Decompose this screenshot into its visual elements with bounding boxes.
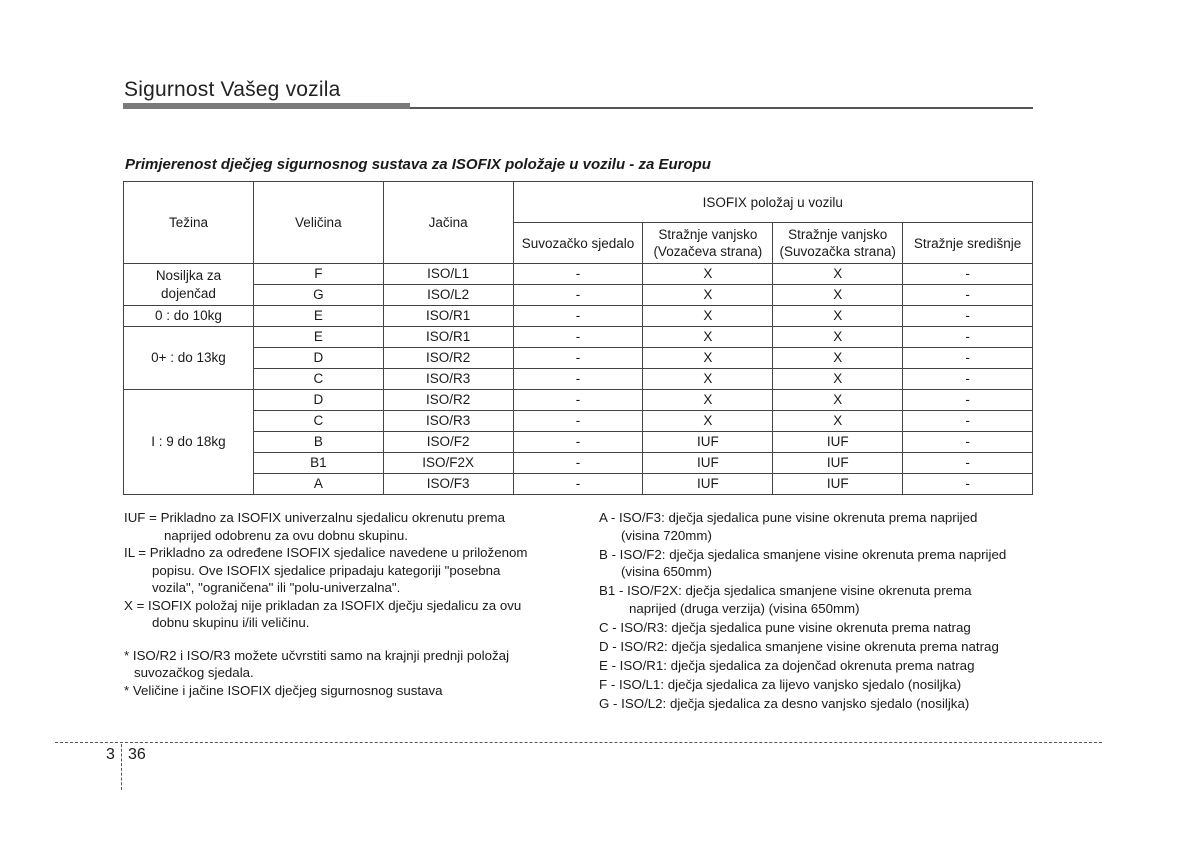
note-text: IUF = Prikladno za ISOFIX univerzalnu sjedalicu okrenutu prema	[124, 510, 505, 525]
legend-text: B - ISO/F2: dječja sjedalica smanjene visine okrenuta prema naprijed	[599, 546, 1007, 562]
table-row	[124, 327, 1033, 348]
suitability-cell: -	[513, 306, 643, 327]
header-size: Veličina	[253, 182, 383, 264]
legend-text: D - ISO/R2: dječja sjedalica smanjene visine okrenuta prema natrag	[599, 638, 999, 654]
size-cell: A	[253, 474, 383, 495]
fixture-cell: ISO/F2	[383, 432, 513, 453]
legend-text: (visina 720mm)	[621, 527, 712, 543]
legend-item	[599, 582, 1039, 617]
legend-item	[599, 509, 1039, 544]
suitability-cell: IUF	[773, 432, 903, 453]
legend-text: naprijed (druga verzija) (visina 650mm)	[629, 600, 860, 616]
suitability-cell: -	[903, 327, 1033, 348]
note-text: * Veličine i jačine ISOFIX dječjeg sigurnosnog sustava	[124, 682, 443, 698]
table-row	[124, 348, 1033, 369]
size-cell: E	[253, 327, 383, 348]
table-row	[124, 432, 1033, 453]
suitability-cell: IUF	[643, 474, 773, 495]
page-title: Sigurnost Vašeg vozila	[124, 78, 341, 101]
suitability-cell: -	[513, 474, 643, 495]
size-cell: C	[253, 411, 383, 432]
suitability-cell: X	[643, 411, 773, 432]
table-row	[124, 411, 1033, 432]
size-cell: E	[253, 306, 383, 327]
suitability-cell: X	[773, 327, 903, 348]
table-body	[124, 264, 1033, 495]
suitability-cell: -	[513, 369, 643, 390]
weight-group-cell: 0+ : do 13kg	[124, 327, 254, 390]
suitability-cell: X	[773, 390, 903, 411]
legend-item	[599, 676, 1039, 694]
suitability-cell: -	[513, 348, 643, 369]
legend-item	[599, 657, 1039, 675]
fixture-cell: ISO/L2	[383, 285, 513, 306]
footer-rule	[55, 742, 1102, 743]
suitability-cell: X	[643, 390, 773, 411]
footer-divider	[121, 744, 122, 790]
legend-text: F - ISO/L1: dječja sjedalica za lijevo vanjsko sjedalo (nosiljka)	[599, 676, 962, 692]
header-accent-bar	[123, 103, 410, 109]
suitability-cell: X	[773, 264, 903, 285]
weight-group-cell: 0 : do 10kg	[124, 306, 254, 327]
suitability-cell: X	[773, 348, 903, 369]
note-text: IL = Prikladno za određene ISOFIX sjedalice navedene u priloženom	[124, 545, 528, 560]
note-text: naprijed odobrenu za ovu dobnu skupinu.	[164, 527, 408, 543]
note-iuf	[124, 509, 569, 544]
header-rear-center: Stražnje središnje	[903, 223, 1033, 264]
table-row	[124, 306, 1033, 327]
header-fixture: Jačina	[383, 182, 513, 264]
size-cell: C	[253, 369, 383, 390]
header-passenger-seat: Suvozačko sjedalo	[513, 223, 643, 264]
note-star-2	[124, 682, 569, 700]
size-legend	[599, 509, 1039, 714]
suitability-cell: -	[903, 390, 1033, 411]
suitability-cell: X	[643, 285, 773, 306]
table-row	[124, 264, 1033, 285]
section-title: Primjerenost dječjeg sigurnosnog sustava za ISOFIX položaje u vozilu - za Europu	[125, 156, 711, 173]
fixture-cell: ISO/L1	[383, 264, 513, 285]
suitability-cell: -	[903, 474, 1033, 495]
size-cell: D	[253, 390, 383, 411]
header-rear-outer-driver: Stražnje vanjsko (Vozačeva strana)	[643, 223, 773, 264]
note-x	[124, 597, 569, 632]
suitability-cell: X	[773, 369, 903, 390]
header-rear-outer-passenger: Stražnje vanjsko (Suvozačka strana)	[773, 223, 903, 264]
fixture-cell: ISO/R2	[383, 390, 513, 411]
table-row	[124, 390, 1033, 411]
suitability-cell: X	[643, 327, 773, 348]
suitability-cell: -	[513, 411, 643, 432]
legend-text: G - ISO/L2: dječja sjedalica za desno vanjsko sjedalo (nosiljka)	[599, 695, 970, 711]
legend-item	[599, 619, 1039, 637]
size-cell: G	[253, 285, 383, 306]
legend-item	[599, 546, 1039, 581]
suitability-cell: -	[513, 432, 643, 453]
suitability-cell: -	[903, 348, 1033, 369]
fixture-cell: ISO/F3	[383, 474, 513, 495]
notes-abbreviations	[124, 509, 569, 699]
table-row	[124, 474, 1033, 495]
fixture-cell: ISO/R3	[383, 411, 513, 432]
suitability-cell: -	[513, 327, 643, 348]
page-number: 36	[128, 746, 146, 763]
suitability-cell: X	[643, 348, 773, 369]
weight-group-cell: Nosiljka za dojenčad	[124, 264, 254, 306]
suitability-cell: -	[903, 285, 1033, 306]
legend-text: A - ISO/F3: dječja sjedalica pune visine okrenuta prema naprijed	[599, 510, 978, 525]
suitability-cell: IUF	[773, 474, 903, 495]
chapter-number: 3	[106, 746, 115, 763]
suitability-cell: -	[903, 453, 1033, 474]
fixture-cell: ISO/R3	[383, 369, 513, 390]
suitability-cell: -	[513, 453, 643, 474]
fixture-cell: ISO/F2X	[383, 453, 513, 474]
suitability-cell: X	[643, 306, 773, 327]
table-row	[124, 369, 1033, 390]
suitability-cell: -	[513, 285, 643, 306]
note-text: X = ISOFIX položaj nije prikladan za ISOFIX dječju sjedalicu za ovu	[124, 597, 522, 613]
isofix-table	[123, 181, 1033, 495]
note-il	[124, 544, 569, 597]
suitability-cell: IUF	[643, 453, 773, 474]
suitability-cell: IUF	[643, 432, 773, 453]
legend-text: C - ISO/R3: dječja sjedalica pune visine okrenuta prema natrag	[599, 619, 971, 635]
size-cell: D	[253, 348, 383, 369]
note-star-1	[124, 647, 569, 682]
note-text: * ISO/R2 i ISO/R3 možete učvrstiti samo na krajnji prednji položaj	[124, 647, 510, 663]
suitability-cell: X	[773, 306, 903, 327]
weight-group-cell: I : 9 do 18kg	[124, 390, 254, 495]
suitability-cell: -	[903, 264, 1033, 285]
note-text: dobnu skupinu i/ili veličinu.	[152, 615, 310, 630]
header-weight: Težina	[124, 182, 254, 264]
legend-item	[599, 695, 1039, 713]
note-text: vozila", "ograničena" ili "polu-univerzalna".	[152, 580, 401, 595]
size-cell: F	[253, 264, 383, 285]
suitability-cell: X	[773, 411, 903, 432]
size-cell: B1	[253, 453, 383, 474]
fixture-cell: ISO/R2	[383, 348, 513, 369]
size-cell: B	[253, 432, 383, 453]
table-row	[124, 285, 1033, 306]
suitability-cell: X	[773, 285, 903, 306]
legend-text: B1 - ISO/F2X: dječja sjedalica smanjene visine okrenuta prema	[599, 583, 972, 598]
suitability-cell: -	[903, 306, 1033, 327]
header-rule	[410, 107, 1033, 109]
suitability-cell: -	[513, 264, 643, 285]
suitability-cell: X	[643, 264, 773, 285]
legend-item	[599, 638, 1039, 656]
legend-text: (visina 650mm)	[621, 564, 712, 579]
fixture-cell: ISO/R1	[383, 306, 513, 327]
fixture-cell: ISO/R1	[383, 327, 513, 348]
suitability-cell: -	[903, 411, 1033, 432]
note-text: popisu. Ove ISOFIX sjedalice pripadaju kategoriji "posebna	[152, 562, 501, 578]
note-text: suvozačkog sjedala.	[134, 665, 254, 680]
suitability-cell: -	[903, 432, 1033, 453]
suitability-cell: -	[513, 390, 643, 411]
table-row	[124, 453, 1033, 474]
legend-text: E - ISO/R1: dječja sjedalica za dojenčad okrenuta prema natrag	[599, 657, 975, 673]
suitability-cell: IUF	[773, 453, 903, 474]
suitability-cell: -	[903, 369, 1033, 390]
header-isofix-position: ISOFIX položaj u vozilu	[513, 182, 1032, 223]
suitability-cell: X	[643, 369, 773, 390]
